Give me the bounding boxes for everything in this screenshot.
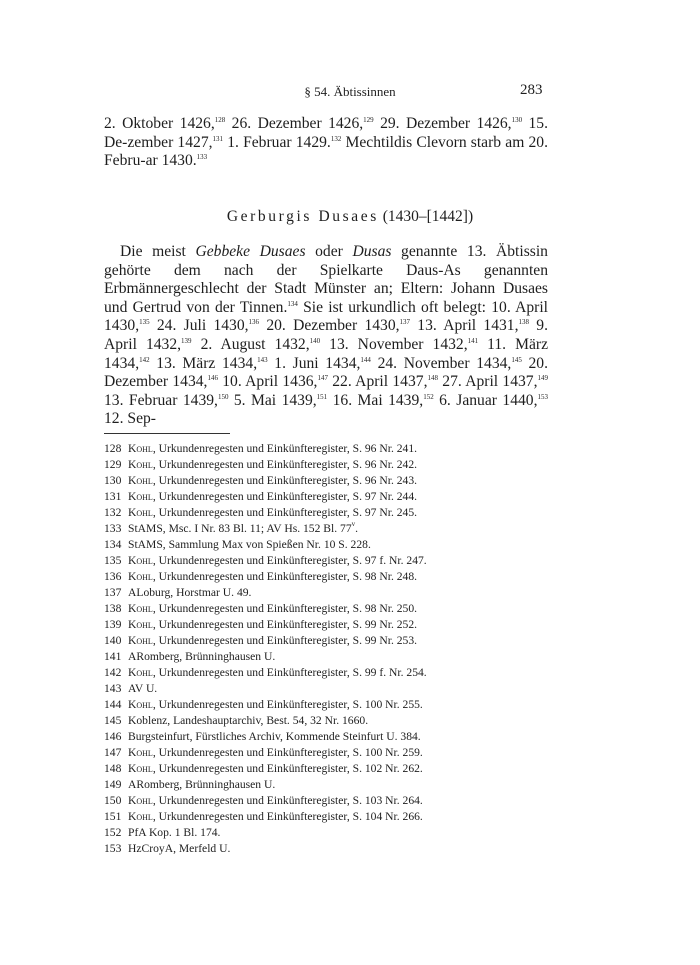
footnote-text: , Urkundenregesten und Einkünfteregister, S. 99 Nr. 253. (152, 634, 418, 647)
footnote-item (104, 505, 564, 521)
footnote-item (104, 569, 564, 585)
footnote-text: Burgsteinfurt, Fürstliches Archiv, Kommende Steinfurt U. 384. (128, 730, 421, 743)
footnote-author: Kohl (128, 762, 153, 775)
footnote-number: 129 (104, 458, 122, 471)
text-run: 13. März 1434, (149, 354, 258, 372)
running-header-title: § 54. Äbtissinnen (304, 84, 396, 99)
footnote-item (104, 665, 564, 681)
footnote-item (104, 681, 564, 697)
footnote-separator (104, 433, 230, 434)
footnote-item (104, 649, 564, 665)
footnote-item (104, 729, 564, 745)
footnote-number: 149 (104, 778, 122, 791)
footnote-ref[interactable]: 152 (423, 392, 434, 401)
italic-name: Dusas (352, 243, 392, 260)
footnote-author: Kohl (128, 554, 153, 567)
footnotes-list (104, 441, 564, 857)
text-run: 10. April 1436, (217, 373, 318, 391)
footnote-number: 137 (104, 586, 122, 599)
footnote-item (104, 457, 564, 473)
footnote-number: 144 (104, 698, 122, 711)
footnote-item (104, 777, 564, 793)
text-run: 13. April 1431, (410, 317, 519, 335)
footnote-item (104, 697, 564, 713)
footnote-number: 132 (104, 506, 122, 519)
footnote-text: ALoburg, Horstmar U. 49. (128, 586, 252, 599)
footnote-ref[interactable]: 133 (196, 153, 208, 162)
text-run: 1. Juni 1434, (267, 354, 361, 372)
footnote-item (104, 601, 564, 617)
footnote-ref[interactable]: 150 (217, 392, 229, 401)
footnote-ref[interactable]: 129 (363, 116, 374, 124)
footnote-item (104, 441, 564, 457)
footnote-text: , Urkundenregesten und Einkünfteregister, S. 99 Nr. 252. (152, 618, 418, 631)
footnote-text: , Urkundenregesten und Einkünfteregister, S. 96 Nr. 241. (152, 442, 418, 455)
text-run: 20. Dezember 1434, (104, 354, 548, 391)
paragraph-body (104, 243, 548, 429)
footnote-ref[interactable]: 130 (511, 116, 523, 124)
footnote-text: , Urkundenregesten und Einkünfteregister, S. 102 Nr. 262. (152, 762, 423, 775)
footnote-ref[interactable]: 135 (139, 318, 150, 327)
footnote-ref[interactable]: 147 (317, 374, 328, 383)
footnote-text: ARomberg, Brünninghausen U. (128, 778, 276, 791)
footnote-item (104, 585, 564, 601)
footnote-author: Kohl (128, 618, 153, 631)
footnote-text: , Urkundenregesten und Einkünfteregister, S. 97 Nr. 244. (152, 490, 418, 503)
text-run: 13. Februar 1439, (104, 391, 218, 409)
footnote-item (104, 633, 564, 649)
footnote-number: 142 (104, 666, 122, 679)
footnote-ref[interactable]: 139 (181, 336, 192, 345)
heading-name: Gerburgis Dusaes (226, 208, 379, 225)
footnote-ref[interactable]: 148 (427, 374, 438, 383)
text-run: 1. Februar 1429. (223, 133, 331, 151)
footnote-text: , Urkundenregesten und Einkünfteregister, S. 104 Nr. 266. (152, 810, 423, 823)
footnote-item (104, 537, 564, 553)
footnote-author: Kohl (128, 666, 153, 679)
footnote-text: , Urkundenregesten und Einkünfteregister, S. 98 Nr. 248. (152, 570, 418, 583)
footnote-number: 135 (104, 554, 122, 567)
page-number: 283 (520, 82, 543, 98)
footnote-text-end: . (355, 522, 359, 535)
footnote-ref[interactable]: 151 (316, 392, 328, 401)
footnote-text: HzCroyA, Merfeld U. (128, 842, 231, 855)
footnote-author: Kohl (128, 458, 153, 471)
footnote-author: Kohl (128, 506, 153, 519)
footnote-item (104, 809, 564, 825)
footnote-ref[interactable]: 132 (330, 134, 342, 143)
text-run: 13. November 1432, (320, 335, 468, 353)
footnote-author: Kohl (128, 570, 153, 583)
footnote-number: 140 (104, 634, 122, 647)
footnote-number: 141 (104, 650, 122, 663)
footnote-text: Koblenz, Landeshauptarchiv, Best. 54, 32 Nr. 1660. (128, 714, 369, 727)
footnote-text: , Urkundenregesten und Einkünfteregister, S. 97 f. Nr. 247. (152, 554, 427, 567)
footnote-author: Kohl (128, 794, 153, 807)
text-run: 11. März 1434, (104, 335, 549, 372)
footnote-author: Kohl (128, 490, 153, 503)
footnote-ref[interactable]: 144 (360, 355, 371, 364)
footnote-author: Kohl (128, 474, 153, 487)
text-run: 20. Dezember 1430, (259, 317, 400, 335)
footnote-number: 131 (104, 490, 122, 503)
footnote-number: 139 (104, 618, 122, 631)
footnote-number: 150 (104, 794, 122, 807)
text-run: 9. April 1432, (104, 317, 548, 353)
footnote-item (104, 761, 564, 777)
footnote-ref[interactable]: 153 (537, 392, 548, 401)
footnote-author: Kohl (128, 442, 153, 455)
footnote-text: , Urkundenregesten und Einkünfteregister, S. 99 f. Nr. 254. (152, 666, 427, 679)
footnote-number: 148 (104, 762, 122, 775)
text-run: 16. Mai 1439, (327, 391, 424, 409)
text-run: 5. Mai 1439, (228, 391, 317, 409)
text-run: 24. November 1434, (370, 354, 512, 372)
text-run: oder (305, 243, 353, 260)
footnote-number: 128 (104, 442, 122, 455)
footnote-text: StAMS, Msc. I Nr. 83 Bl. 11; AV Hs. 152 Bl. 77 (128, 522, 352, 535)
footnote-number: 147 (104, 746, 122, 759)
section-heading (0, 208, 700, 226)
footnote-text: PfA Kop. 1 Bl. 174. (128, 826, 221, 839)
footnote-text: ARomberg, Brünninghausen U. (128, 650, 276, 663)
footnote-text: , Urkundenregesten und Einkünfteregister, S. 97 Nr. 245. (152, 506, 418, 519)
footnote-ref[interactable]: 134 (287, 299, 298, 308)
heading-dates: (1430–[1442]) (378, 208, 474, 225)
footnote-item (104, 617, 564, 633)
footnote-number: 133 (104, 522, 122, 535)
footnote-number: 143 (104, 682, 122, 695)
footnote-item (104, 825, 564, 841)
footnote-ref[interactable]: 140 (309, 336, 321, 345)
footnote-item (104, 841, 564, 857)
text-run: 27. April 1437, (437, 373, 538, 391)
footnote-text: , Urkundenregesten und Einkünfteregister, S. 96 Nr. 242. (152, 458, 418, 471)
footnote-text: , Urkundenregesten und Einkünfteregister, S. 100 Nr. 259. (152, 746, 423, 759)
footnote-ref[interactable]: 141 (467, 336, 479, 345)
footnote-item (104, 793, 564, 809)
footnote-ref[interactable]: 131 (212, 134, 224, 143)
text-run: Mechtildis Clevorn starb am 20. Febru-ar 1430. (104, 133, 548, 170)
text-run: Sie ist urkundlich oft belegt: 10. April 1430, (104, 298, 548, 335)
footnote-superscript: v (351, 520, 356, 528)
footnote-number: 151 (104, 810, 122, 823)
footnote-text: StAMS, Sammlung Max von Spießen Nr. 10 S. 228. (128, 538, 371, 551)
footnote-ref[interactable]: 128 (214, 116, 226, 124)
footnote-number: 145 (104, 714, 122, 727)
footnote-number: 130 (104, 474, 122, 487)
paragraph-continuation (104, 115, 548, 171)
footnote-ref[interactable]: 145 (511, 355, 522, 364)
footnote-ref[interactable]: 136 (248, 318, 260, 327)
text-run: 2. Oktober 1426, (104, 115, 215, 132)
footnote-number: 138 (104, 602, 122, 615)
footnote-number: 134 (104, 538, 122, 551)
text-run: 15. De-zember 1427, (104, 115, 548, 151)
footnote-ref[interactable]: 143 (257, 355, 268, 364)
text-run: 12. Sep- (104, 410, 156, 428)
footnote-ref[interactable]: 137 (399, 318, 411, 327)
footnote-text: AV U. (128, 682, 158, 695)
footnote-number: 146 (104, 730, 122, 743)
footnote-author: Kohl (128, 746, 153, 759)
footnote-author: Kohl (128, 698, 153, 711)
text-run: 22. April 1437, (327, 373, 428, 391)
footnote-text: , Urkundenregesten und Einkünfteregister, S. 96 Nr. 243. (152, 474, 418, 487)
footnote-author: Kohl (128, 634, 153, 647)
italic-name: Gebbeke Dusaes (195, 243, 306, 260)
footnote-item (104, 745, 564, 761)
text-run: 24. Juli 1430, (149, 317, 249, 335)
footnote-author: Kohl (128, 602, 153, 615)
text-run: 6. Januar 1440, (433, 391, 538, 409)
footnote-text: , Urkundenregesten und Einkünfteregister, S. 100 Nr. 255. (152, 698, 423, 711)
text-run: 26. Dezember 1426, (225, 115, 364, 132)
footnote-item (104, 553, 564, 569)
footnote-author: Kohl (128, 810, 153, 823)
footnote-number: 136 (104, 570, 122, 583)
text-run: genannte 13. Äbtissin gehörte dem nach der Spielkarte Daus-As genannten Erbmännergeschlecht der Stadt Münster an; Eltern: Johann Dusaes und Gertrud von der Tinnen. (104, 243, 548, 316)
footnote-ref[interactable]: 138 (518, 318, 530, 327)
footnote-item (104, 713, 564, 729)
text-run: Die meist (120, 243, 196, 260)
footnote-text: , Urkundenregesten und Einkünfteregister, S. 103 Nr. 264. (152, 794, 423, 807)
text-run: 29. Dezember 1426, (373, 115, 512, 132)
footnote-item (104, 473, 564, 489)
footnote-ref[interactable]: 149 (537, 374, 548, 383)
text-run: 2. August 1432, (191, 335, 310, 353)
footnote-number: 152 (104, 826, 122, 839)
footnote-item (104, 489, 564, 505)
footnote-ref[interactable]: 146 (207, 374, 218, 383)
footnote-item (104, 521, 564, 537)
footnote-text: , Urkundenregesten und Einkünfteregister, S. 98 Nr. 250. (152, 602, 418, 615)
footnote-number: 153 (104, 842, 122, 855)
footnote-ref[interactable]: 142 (139, 355, 150, 364)
